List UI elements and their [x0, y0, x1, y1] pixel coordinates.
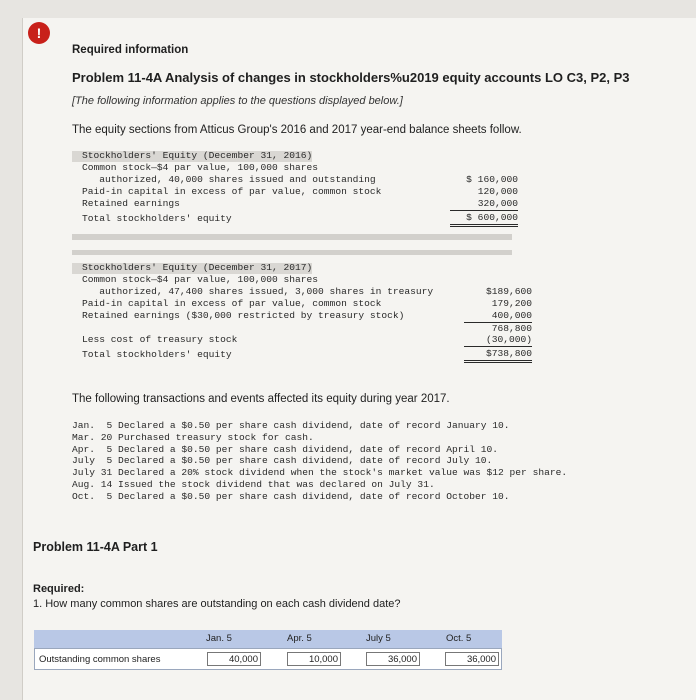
table-row-label: Total stockholders' equity — [82, 213, 232, 224]
answer-table — [34, 630, 502, 670]
table-row-label: authorized, 40,000 shares issued and outstanding — [82, 174, 376, 185]
table-cell-amount: 400,000 — [464, 310, 532, 323]
table-row-label: Paid-in capital in excess of par value, common stock — [82, 298, 382, 309]
list-item: Apr. 5 Declared a $0.50 per share cash dividend, date of record April 10. — [72, 443, 499, 455]
row-label: Outstanding common shares — [39, 654, 161, 665]
table-row-label: Paid-in capital in excess of par value, common stock — [82, 186, 382, 197]
intro-text: The equity sections from Atticus Group's 2016 and 2017 year-end balance sheets follow. — [72, 124, 522, 136]
transactions-intro: The following transactions and events affected its equity during year 2017. — [72, 393, 450, 405]
table-cell-total: $738,800 — [464, 348, 532, 363]
table-cell-subtotal: 768,800 — [491, 323, 532, 334]
table-row — [34, 648, 502, 670]
equity-table-2016 — [72, 150, 518, 230]
table-cell-amount: 179,200 — [491, 298, 532, 309]
table-title: Stockholders' Equity (December 31, 2016) — [82, 150, 313, 161]
required-information-heading: Required information — [72, 44, 189, 56]
list-item: Aug. 14 Issued the stock dividend that was declared on July 31. — [72, 478, 435, 490]
list-item: Mar. 20 Purchased treasury stock for cash. — [72, 431, 314, 443]
answer-table-header — [34, 630, 502, 648]
info-note: [The following information applies to the questions displayed below.] — [72, 95, 403, 107]
table-row-label: Retained earnings — [82, 198, 180, 209]
column-header-jan5: Jan. 5 — [206, 633, 232, 644]
table-title: Stockholders' Equity (December 31, 2017) — [82, 262, 313, 273]
list-item: July 5 Declared a $0.50 per share cash dividend, date of record July 10. — [72, 455, 493, 467]
column-header-oct5: Oct. 5 — [446, 633, 472, 644]
table-row-label: authorized, 47,400 shares issued, 3,000 shares in treasury — [82, 286, 434, 297]
table-cell-total: $ 600,000 — [450, 212, 518, 227]
jul5-shares-input[interactable] — [366, 652, 420, 666]
equity-table-2017 — [72, 262, 532, 372]
table-rule — [72, 250, 512, 255]
table-cell-amount: 120,000 — [477, 186, 518, 197]
table-cell-amount: $ 160,000 — [466, 174, 518, 185]
table-row-label: Less cost of treasury stock — [82, 334, 238, 345]
part-title: Problem 11-4A Part 1 — [33, 540, 158, 554]
list-item: July 31 Declared a 20% stock dividend when the stock's market value was $12 per share. — [72, 467, 568, 479]
alert-icon: ! — [28, 22, 50, 44]
table-rule — [72, 234, 512, 240]
table-cell-amount: 320,000 — [450, 198, 518, 211]
jan5-shares-input[interactable] — [207, 652, 261, 666]
table-row-label: Total stockholders' equity — [82, 349, 232, 360]
question-text: 1. How many common shares are outstanding on each cash dividend date? — [33, 598, 401, 610]
transactions-list — [72, 420, 567, 503]
apr5-shares-input[interactable] — [287, 652, 341, 666]
required-label: Required: — [33, 583, 85, 595]
problem-title: Problem 11-4A Analysis of changes in stockholders%u2019 equity accounts LO C3, P2, P3 — [72, 70, 630, 85]
table-cell-amount: (30,000) — [464, 334, 532, 347]
column-header-jul5: July 5 — [366, 633, 391, 644]
oct5-shares-input[interactable] — [445, 652, 499, 666]
list-item: Jan. 5 Declared a $0.50 per share cash dividend, date of record January 10. — [72, 420, 510, 431]
column-header-apr5: Apr. 5 — [287, 633, 312, 644]
table-row-label: Retained earnings ($30,000 restricted by treasury stock) — [82, 310, 405, 321]
list-item: Oct. 5 Declared a $0.50 per share cash dividend, date of record October 10. — [72, 490, 510, 502]
table-cell-amount: $189,600 — [485, 286, 532, 297]
table-row-label: Common stock—$4 par value, 100,000 shares — [82, 162, 319, 173]
table-row-label: Common stock—$4 par value, 100,000 shares — [82, 274, 319, 285]
